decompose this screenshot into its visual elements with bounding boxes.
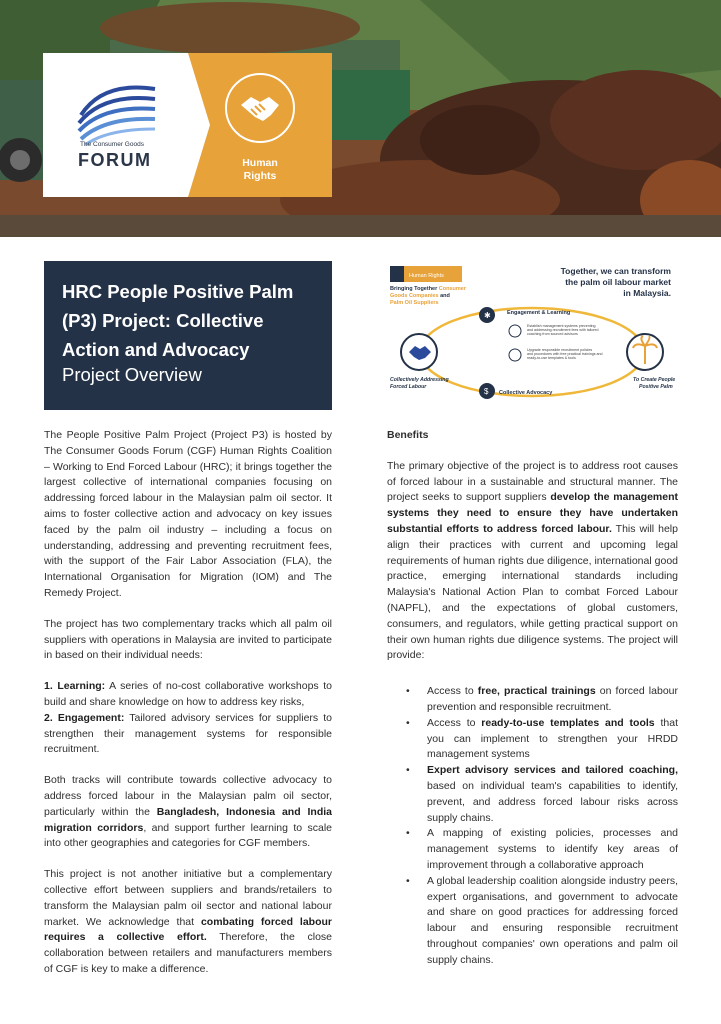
advocacy-icon: $ xyxy=(484,387,489,396)
item1-line3: coaching from sourced advisors xyxy=(527,332,578,336)
item1-line2: and addressing recruitment fees with tailored xyxy=(527,328,599,332)
p3-infographic xyxy=(387,260,677,410)
left-label-line1: Collectively Addressing xyxy=(390,377,449,383)
headline-line3: in Malaysia. xyxy=(623,288,671,298)
badge-label-line2: Rights xyxy=(243,170,277,182)
page-title xyxy=(62,277,324,364)
benefits-heading: Benefits xyxy=(387,429,429,441)
badge-chevron xyxy=(188,53,210,197)
policy-icon xyxy=(509,349,521,361)
people-icon xyxy=(509,325,521,337)
bullet-icon: • xyxy=(406,874,410,887)
bullet-icon: • xyxy=(406,827,410,840)
track1-text: A series of no-cost collaborative workshops to build and share knowledge on how to address key risks, xyxy=(44,680,332,708)
title-panel xyxy=(44,261,332,410)
bringing-line3: Palm Oil Suppliers xyxy=(390,300,439,306)
intro-paragraph: The People Positive Palm Project (Project P3) is hosted by The Consumer Goods Forum (CGF) Human Rights Coalition – Working to End Forced Labour (HRC); it brings together the largest collective of international companies focusing on addressing forced labour in the Malaysian palm oil sector. It aims to foster collective action and advocacy on key issues faced by the palm oil industry – including a focus on understanding, addressing and preventing recruitment fees, with the support of the Fair Labor Association (FLA), the International Organisation for Migration (IOM) and The Remedy Project. xyxy=(44,429,332,599)
handshake-icon-ring xyxy=(225,73,295,143)
list-item: • Expert advisory services and tailored coaching, based on individual team's capabilities to identify, prevent, and address forced labour risks across supply chains. xyxy=(406,764,678,824)
badge-label-line1: Human xyxy=(242,157,278,169)
track1-label: 1. Learning: xyxy=(44,680,106,693)
handshake-icon xyxy=(227,75,293,141)
bringing-line1: Bringing Together Consumer xyxy=(390,286,466,292)
bullet-icon: • xyxy=(406,685,410,698)
list-item: • Access to free, practical trainings on forced labour prevention and responsible recruitment. xyxy=(406,685,678,713)
bullet-icon: • xyxy=(406,716,410,729)
left-label-line2: Forced Labour xyxy=(390,384,427,390)
objective-paragraph: The primary objective of the project is to address root causes of forced labour in a sustainable and structural manner. The project seeks to support suppliers develop the management systems they need to ensure they have undertaken substantial efforts to address forced labour. This will help align their practices with current and upcoming legal requirements of human rights due diligence, international good practice, emerging international standards including Malaysia's National Action Plan to combat Forced Labour (NAPFL), and the expectations of global customers, consumers, and regulators, while getting practical support on their own human rights due diligence systems. The project will provide: xyxy=(387,459,678,662)
left-column xyxy=(44,428,332,993)
bullet-icon: • xyxy=(406,764,410,777)
bringing-line2: Goods Companies and xyxy=(390,293,450,299)
benefits-list xyxy=(387,684,678,968)
track-top-label: Engagement & Learning xyxy=(507,310,571,316)
track2-text: Tailored advisory services for suppliers to strengthen their management systems for responsible recruitment. xyxy=(44,711,332,756)
cgf-swoosh-logo xyxy=(43,53,189,197)
right-label-line2: Positive Palm xyxy=(639,384,673,390)
cgf-logo-panel xyxy=(43,53,189,197)
logo-line1: The Consumer Goods xyxy=(80,141,144,148)
right-label-line1: To Create People xyxy=(633,377,676,383)
track-bottom-label: Collective Advocacy xyxy=(499,390,553,396)
engagement-icon: ✱ xyxy=(484,311,491,320)
title-line1: HRC People Positive Palm xyxy=(62,281,294,302)
item2-line3: ready-to-use templates & tools xyxy=(527,356,576,360)
list-item: • Access to ready-to-use templates and tools that you can implement to strengthen your HRDD management systems xyxy=(406,716,678,761)
collaboration-paragraph: This project is not another initiative but a complementary collective effort between suppliers and brands/retailers to transform the Malaysian palm oil sector and national labour market. We acknowledge that combating forced labour requires a collective effort. Therefore, the close collaboration between retailers and manufacturers members of CGF is key to make a difference. xyxy=(44,868,332,975)
tracks-paragraph: The project has two complementary tracks which all palm oil suppliers with operations in Malaysia are invited to participate in based on their individual needs: xyxy=(44,617,332,662)
advocacy-paragraph: Both tracks will contribute towards collective advocacy to address forced labour in the Malaysian palm oil sector, particularly within the Bangladesh, Indonesia and India migration corridors, and support further learning to scale into other geographies and categories for CGF members. xyxy=(44,774,332,850)
item1-line1: Establish management systems preventing xyxy=(527,324,596,328)
item2-line2: and procedures with free practical trainings and xyxy=(527,352,603,356)
title-line3: Action and Advocacy xyxy=(62,339,250,360)
headline-line2: the palm oil labour market xyxy=(565,277,671,287)
page-subtitle: Project Overview xyxy=(62,364,202,385)
badge-label xyxy=(230,157,290,183)
item2-line1: Upgrade responsible recruitment policies xyxy=(527,348,593,352)
mini-badge-text: Human Rights xyxy=(409,273,444,279)
logo-line2: FORUM xyxy=(78,150,152,170)
mini-logo xyxy=(390,266,404,282)
headline-line1: Together, we can transform xyxy=(560,266,671,276)
right-column xyxy=(387,428,678,969)
list-item: • A mapping of existing policies, processes and management systems to identify key areas of improvement through a collaborative approach xyxy=(406,827,678,871)
infographic-diagram xyxy=(387,260,677,410)
title-line2: (P3) Project: Collective xyxy=(62,310,264,331)
track2-label: 2. Engagement: xyxy=(44,711,125,724)
tracks-list xyxy=(44,679,332,758)
list-item: • A global leadership coalition alongside industry peers, expert organisations, and government to advocate and share on good practices for addressing forced labour and ensuring responsible recruitment throughout companies' own operations and palm oil supply chains. xyxy=(406,874,678,966)
